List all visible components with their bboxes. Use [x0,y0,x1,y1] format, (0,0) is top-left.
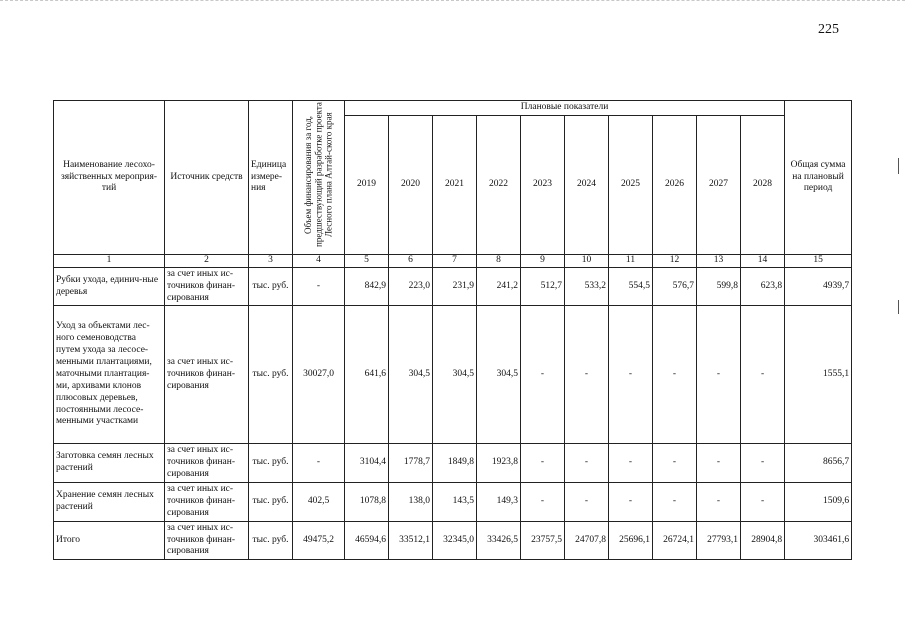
column-number: 3 [249,254,293,267]
row-value: 623,8 [741,267,785,306]
row-value: 1849,8 [433,444,477,483]
row-value: 32345,0 [433,521,477,560]
column-number: 4 [293,254,345,267]
row-value: 842,9 [345,267,389,306]
header-source: Источник средств [165,101,249,255]
header-name: Наименование лесохо-зяйственных мероприя-тий [54,101,165,255]
row-total: 1509,6 [785,483,852,522]
column-number: 5 [345,254,389,267]
table-row [54,521,852,560]
header-year: 2021 [433,115,477,254]
planned-indicators-table [53,100,852,560]
column-number: 11 [609,254,653,267]
row-unit: тыс. руб. [249,444,293,483]
row-unit: тыс. руб. [249,521,293,560]
table-header [54,101,852,268]
row-value: 554,5 [609,267,653,306]
column-number: 1 [54,254,165,267]
row-value: - [741,444,785,483]
row-value: - [609,306,653,444]
scan-mark [898,158,899,174]
row-value: 304,5 [477,306,521,444]
header-year: 2019 [345,115,389,254]
row-name: Рубки ухода, единич-ные деревья [54,267,165,306]
row-value: - [653,444,697,483]
row-value: 25696,1 [609,521,653,560]
table-row [54,267,852,306]
row-value: - [565,444,609,483]
header-planned-group: Плановые показатели [345,101,785,116]
row-value: 304,5 [433,306,477,444]
scan-mark [898,300,899,314]
column-number: 7 [433,254,477,267]
row-value: 33426,5 [477,521,521,560]
row-unit: тыс. руб. [249,267,293,306]
row-total: 4939,7 [785,267,852,306]
row-value: - [741,483,785,522]
row-value: - [697,483,741,522]
row-value: 26724,1 [653,521,697,560]
column-number: 12 [653,254,697,267]
row-source: за счет иных ис-точников финан-сирования [165,306,249,444]
row-value: 138,0 [389,483,433,522]
row-value: - [565,483,609,522]
row-prev-volume: 402,5 [293,483,345,522]
row-value: - [565,306,609,444]
row-value: 1078,8 [345,483,389,522]
row-value: 512,7 [521,267,565,306]
row-value: 1923,8 [477,444,521,483]
column-number: 6 [389,254,433,267]
row-value: - [741,306,785,444]
row-unit: тыс. руб. [249,483,293,522]
row-value: - [697,444,741,483]
top-scan-border [0,0,905,4]
row-total: 8656,7 [785,444,852,483]
row-source: за счет иных ис-точников финан-сирования [165,444,249,483]
row-value: - [653,483,697,522]
row-name: Итого [54,521,165,560]
row-value: 27793,1 [697,521,741,560]
row-value: 304,5 [389,306,433,444]
header-unit: Единица измере-ния [249,101,293,255]
page-number: 225 [818,22,839,37]
row-value: - [697,306,741,444]
row-prev-volume: - [293,444,345,483]
row-value: 599,8 [697,267,741,306]
row-value: - [521,483,565,522]
row-name: Уход за объектами лес-ного семеноводства путем ухода за лесосе-менными плантациями, маточными плантация-ми, архивами клонов плюсовых деревьев, постоянными лесосе-менными участками [54,306,165,444]
row-source: за счет иных ис-точников финан-сирования [165,267,249,306]
row-value: - [521,444,565,483]
header-total: Общая сумма на плановый период [785,101,852,255]
row-value: 223,0 [389,267,433,306]
row-value: - [521,306,565,444]
row-value: - [609,483,653,522]
row-prev-volume: - [293,267,345,306]
column-number: 8 [477,254,521,267]
row-value: 641,6 [345,306,389,444]
row-prev-volume: 49475,2 [293,521,345,560]
row-value: 33512,1 [389,521,433,560]
column-number: 13 [697,254,741,267]
row-value: - [609,444,653,483]
header-prev-volume [293,101,345,255]
row-total: 303461,6 [785,521,852,560]
header-year: 2026 [653,115,697,254]
table-row [54,483,852,522]
row-name: Хранение семян лесных растений [54,483,165,522]
row-value: 28904,8 [741,521,785,560]
row-value: 143,5 [433,483,477,522]
column-number: 10 [565,254,609,267]
header-year: 2020 [389,115,433,254]
table-row [54,306,852,444]
column-number: 14 [741,254,785,267]
header-prev-volume-text: Объем финансирования за год, предшествующий разработке проекта Лесного плана Алтай-ского края [302,102,334,248]
header-year: 2027 [697,115,741,254]
header-year: 2024 [565,115,609,254]
row-source: за счет иных ис-точников финан-сирования [165,483,249,522]
row-value: - [653,306,697,444]
row-value: 149,3 [477,483,521,522]
column-number: 2 [165,254,249,267]
header-year: 2028 [741,115,785,254]
row-value: 231,9 [433,267,477,306]
row-source: за счет иных ис-точников финан-сирования [165,521,249,560]
row-unit: тыс. руб. [249,306,293,444]
row-prev-volume: 30027,0 [293,306,345,444]
row-total: 1555,1 [785,306,852,444]
table-body [54,267,852,560]
row-value: 576,7 [653,267,697,306]
row-value: 533,2 [565,267,609,306]
column-number: 15 [785,254,852,267]
row-name: Заготовка семян лесных растений [54,444,165,483]
row-value: 3104,4 [345,444,389,483]
header-year: 2023 [521,115,565,254]
table-row [54,444,852,483]
header-year: 2022 [477,115,521,254]
row-value: 46594,6 [345,521,389,560]
row-value: 24707,8 [565,521,609,560]
column-number: 9 [521,254,565,267]
row-value: 23757,5 [521,521,565,560]
header-year: 2025 [609,115,653,254]
row-value: 241,2 [477,267,521,306]
row-value: 1778,7 [389,444,433,483]
